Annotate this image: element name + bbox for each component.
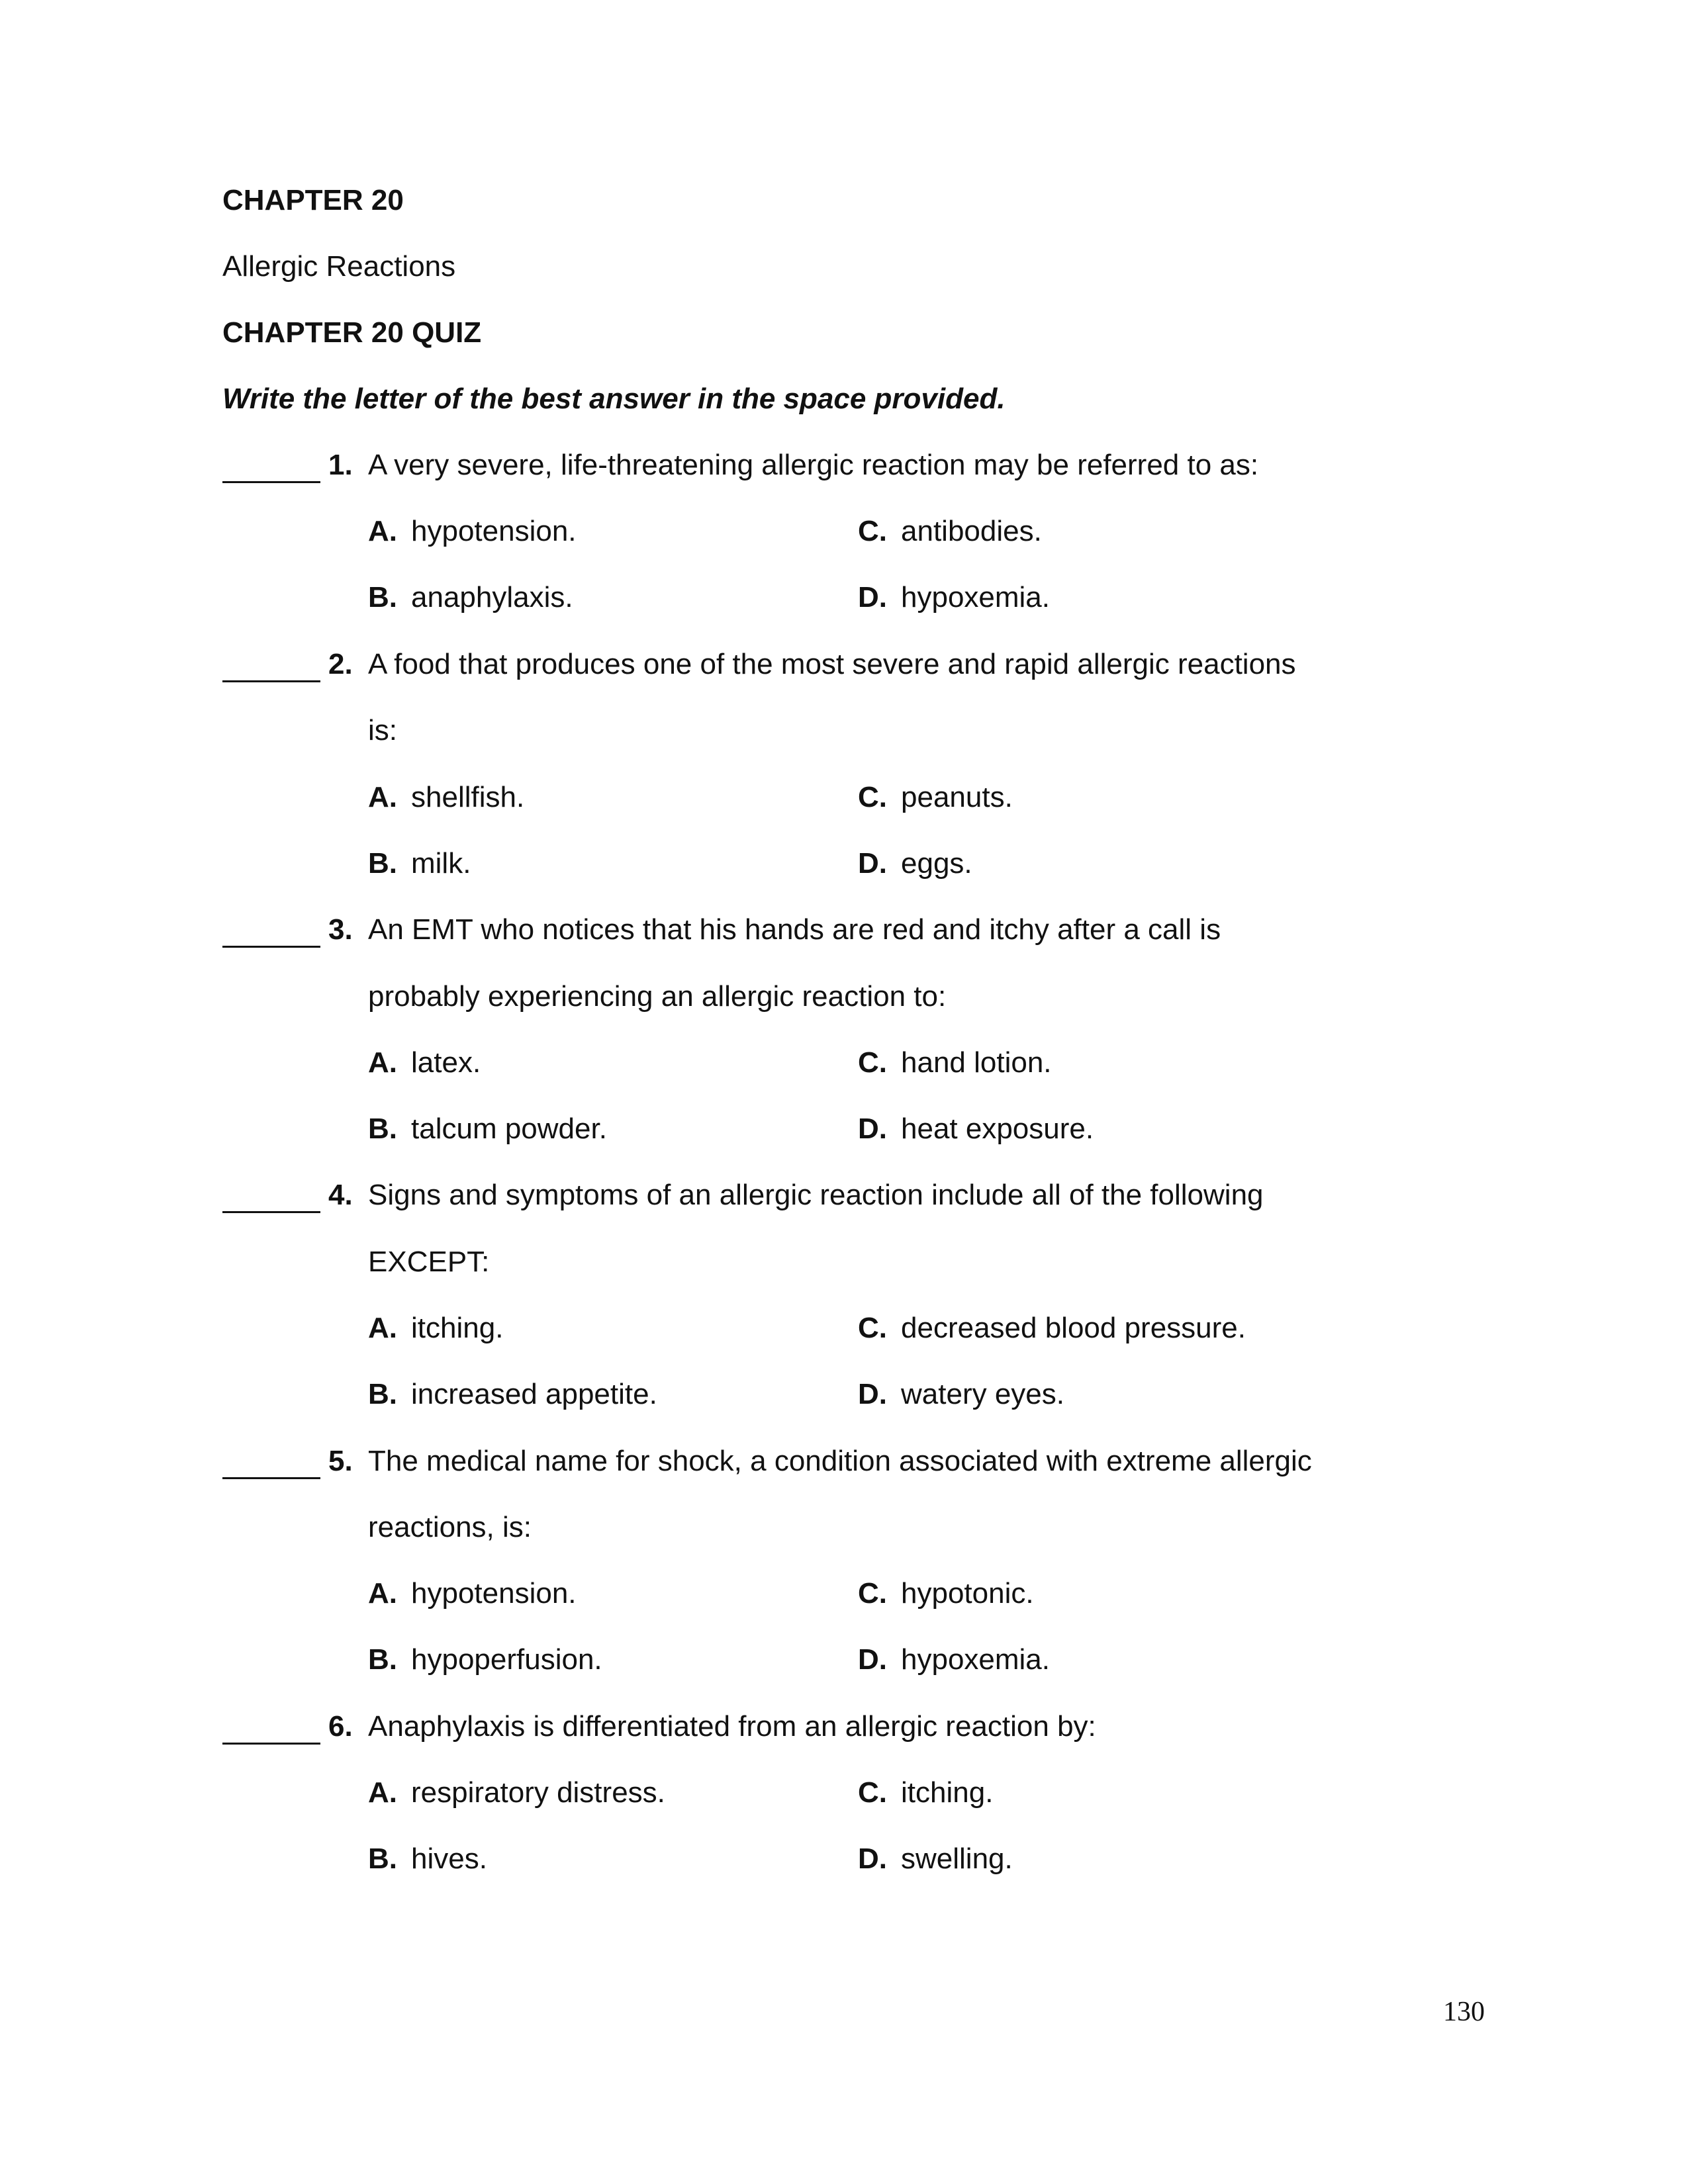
answer-blank[interactable]	[222, 481, 320, 483]
option-letter: A.	[368, 1577, 397, 1610]
option-letter: B.	[368, 847, 397, 880]
option-text: anaphylaxis.	[411, 581, 573, 614]
option-text: hypoxemia.	[901, 1643, 1051, 1676]
question-text: An EMT who notices that his hands are red and itchy after a call is	[368, 913, 1221, 946]
page-number: 130	[1443, 1997, 1485, 2027]
option-letter: C.	[858, 1776, 887, 1809]
option-letter: B.	[368, 1843, 397, 1875]
question-number: 5.	[328, 1445, 353, 1477]
option-letter: D.	[858, 1378, 887, 1410]
answer-blank[interactable]	[222, 680, 320, 682]
instructions: Write the letter of the best answer in the space provided.	[222, 383, 1006, 415]
option-text: hypotension.	[411, 1577, 577, 1610]
option-letter: D.	[858, 847, 887, 880]
answer-blank[interactable]	[222, 1211, 320, 1213]
option-letter: B.	[368, 1113, 397, 1145]
option-text: hypoxemia.	[901, 581, 1051, 614]
option-text: antibodies.	[901, 515, 1042, 547]
question-number: 2.	[328, 648, 353, 680]
answer-blank[interactable]	[222, 1743, 320, 1745]
option-letter: D.	[858, 581, 887, 614]
option-letter: C.	[858, 1046, 887, 1079]
question-text: A food that produces one of the most severe and rapid allergic reactions	[368, 648, 1296, 680]
question-text-continued: EXCEPT:	[368, 1246, 490, 1278]
option-text: watery eyes.	[901, 1378, 1064, 1410]
question-text: Anaphylaxis is differentiated from an allergic reaction by:	[368, 1710, 1096, 1743]
option-letter: B.	[368, 1378, 397, 1410]
option-letter: C.	[858, 781, 887, 813]
option-text: latex.	[411, 1046, 481, 1079]
option-text: milk.	[411, 847, 471, 880]
option-letter: D.	[858, 1643, 887, 1676]
option-text: shellfish.	[411, 781, 525, 813]
option-letter: D.	[858, 1113, 887, 1145]
question-number: 4.	[328, 1179, 353, 1211]
question-number: 6.	[328, 1710, 353, 1743]
question-text: Signs and symptoms of an allergic reaction include all of the following	[368, 1179, 1264, 1211]
option-text: itching.	[411, 1312, 504, 1344]
option-letter: A.	[368, 515, 397, 547]
question-text-continued: is:	[368, 714, 397, 747]
option-letter: C.	[858, 1312, 887, 1344]
option-letter: A.	[368, 1046, 397, 1079]
option-text: hives.	[411, 1843, 487, 1875]
option-text: hypotension.	[411, 515, 577, 547]
option-letter: B.	[368, 1643, 397, 1676]
option-text: eggs.	[901, 847, 972, 880]
option-text: decreased blood pressure.	[901, 1312, 1246, 1344]
option-text: peanuts.	[901, 781, 1013, 813]
question-text: A very severe, life-threatening allergic reaction may be referred to as:	[368, 449, 1259, 481]
option-text: swelling.	[901, 1843, 1013, 1875]
option-letter: B.	[368, 581, 397, 614]
question-number: 1.	[328, 449, 353, 481]
option-text: talcum powder.	[411, 1113, 607, 1145]
option-letter: C.	[858, 1577, 887, 1610]
option-text: itching.	[901, 1776, 994, 1809]
option-letter: A.	[368, 1776, 397, 1809]
option-letter: A.	[368, 781, 397, 813]
question-text-continued: probably experiencing an allergic reaction to:	[368, 980, 947, 1013]
answer-blank[interactable]	[222, 1477, 320, 1479]
chapter-heading: CHAPTER 20	[222, 184, 404, 216]
option-letter: D.	[858, 1843, 887, 1875]
option-text: hypoperfusion.	[411, 1643, 602, 1676]
question-number: 3.	[328, 913, 353, 946]
chapter-topic: Allergic Reactions	[222, 250, 456, 283]
option-text: hand lotion.	[901, 1046, 1052, 1079]
question-text: The medical name for shock, a condition associated with extreme allergic	[368, 1445, 1312, 1477]
option-text: increased appetite.	[411, 1378, 657, 1410]
option-text: respiratory distress.	[411, 1776, 665, 1809]
quiz-title: CHAPTER 20 QUIZ	[222, 316, 482, 349]
question-text-continued: reactions, is:	[368, 1511, 532, 1543]
option-text: heat exposure.	[901, 1113, 1094, 1145]
option-letter: A.	[368, 1312, 397, 1344]
option-letter: C.	[858, 515, 887, 547]
option-text: hypotonic.	[901, 1577, 1034, 1610]
answer-blank[interactable]	[222, 946, 320, 948]
